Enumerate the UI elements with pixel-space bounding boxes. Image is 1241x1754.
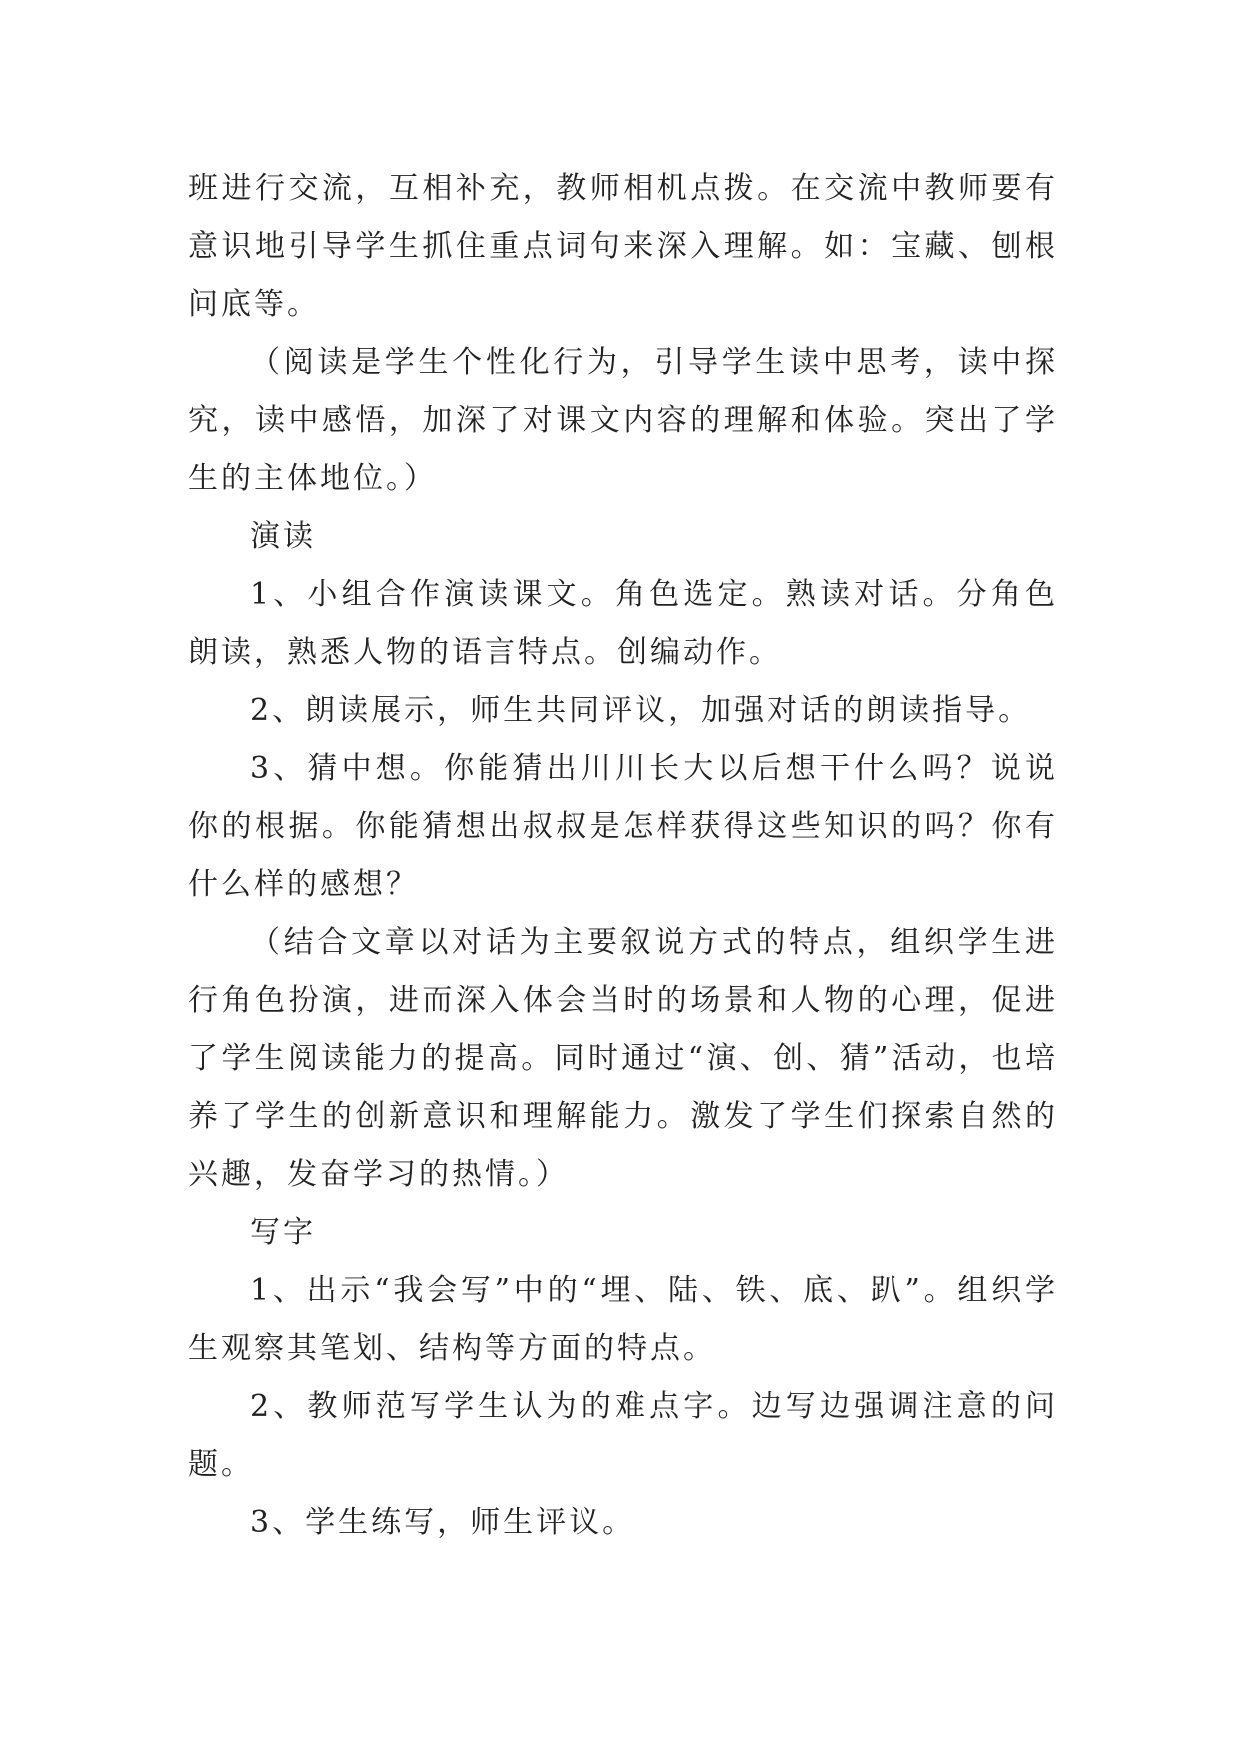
document-body (188, 160, 1058, 1552)
paragraph-1: 班进行交流，互相补充，教师相机点拨。在交流中教师要有意识地引导学生抓住重点词句来深入理解。如：宝藏、刨根问底等。 (188, 171, 1058, 322)
list-item-writing-3: 3、学生练写，师生评议。 (250, 1505, 636, 1540)
list-item-acting-2: 2、朗读展示，师生共同评议，加强对话的朗读指导。 (250, 693, 1032, 728)
list-item-acting-3: 3、猜中想。你能猜出川川长大以后想干什么吗？说说你的根据。你能猜想出叔叔是怎样获得这些知识的吗？你有什么样的感想？ (188, 751, 1058, 902)
paragraph-reading-note: （阅读是学生个性化行为，引导学生读中思考，读中探究，读中感悟，加深了对课文内容的理解和体验。突出了学生的主体地位。） (188, 345, 1058, 496)
section-heading-acting-reading: 演读 (250, 519, 316, 554)
section-heading-writing: 写字 (250, 1215, 316, 1250)
list-item-acting-1: 1、小组合作演读课文。角色选定。熟读对话。分角色朗读，熟悉人物的语言特点。创编动作。 (188, 577, 1058, 670)
list-item-writing-2: 2、教师范写学生认为的难点字。边写边强调注意的问题。 (188, 1389, 1058, 1482)
list-item-writing-1: 1、出示“我会写”中的“埋、陆、铁、底、趴”。组织学生观察其笔划、结构等方面的特点。 (188, 1273, 1058, 1366)
paragraph-acting-note: （结合文章以对话为主要叙说方式的特点，组织学生进行角色扮演，进而深入体会当时的场景和人物的心理，促进了学生阅读能力的提高。同时通过“演、创、猜”活动，也培养了学生的创新意识和理解能力。激发了学生们探索自然的兴趣，发奋学习的热情。） (188, 925, 1058, 1192)
